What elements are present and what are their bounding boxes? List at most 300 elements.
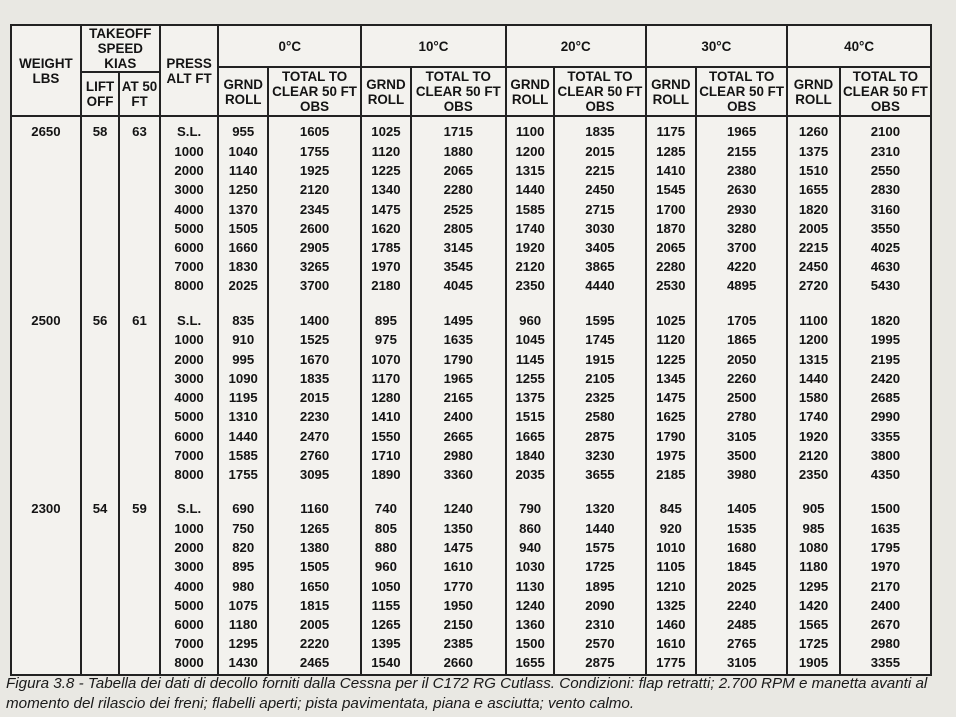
at-50ft-cell	[119, 578, 159, 597]
total-clear-cell: 2400	[840, 597, 931, 616]
gap-cell	[840, 485, 931, 494]
total-clear-cell: 2230	[268, 408, 361, 427]
weight-cell	[11, 635, 81, 654]
alt-cell: 7000	[160, 447, 219, 466]
grnd-roll-cell: 960	[506, 306, 555, 332]
lift-off-cell	[81, 220, 119, 239]
total-clear-cell: 2660	[411, 654, 506, 675]
total-clear-cell: 1525	[268, 331, 361, 350]
lift-off-cell	[81, 597, 119, 616]
grnd-roll-cell: 1655	[506, 654, 555, 675]
total-clear-cell: 3160	[840, 201, 931, 220]
total-clear-cell: 3405	[554, 239, 645, 258]
grnd-roll-cell: 1250	[218, 181, 268, 200]
grnd-roll-cell: 1700	[646, 201, 697, 220]
grnd-roll-cell: 1890	[361, 466, 411, 485]
total-clear-cell: 4220	[696, 258, 787, 277]
grnd-roll-cell: 690	[218, 494, 268, 520]
total-clear-cell: 2325	[554, 389, 645, 408]
gap-cell	[160, 485, 219, 494]
grnd-roll-cell: 1130	[506, 578, 555, 597]
lift-off-cell	[81, 258, 119, 277]
grnd-roll-cell: 1375	[787, 143, 840, 162]
table-row	[11, 578, 931, 597]
at-50ft-cell	[119, 466, 159, 485]
alt-cell: 6000	[160, 239, 219, 258]
lift-off-cell	[81, 408, 119, 427]
grnd-roll-cell: 1710	[361, 447, 411, 466]
lift-off-cell	[81, 520, 119, 539]
table-row	[11, 539, 931, 558]
total-clear-cell: 2805	[411, 220, 506, 239]
gap-cell	[646, 485, 697, 494]
grnd-roll-cell: 2530	[646, 277, 697, 296]
grnd-roll-cell: 2180	[361, 277, 411, 296]
total-clear-cell: 2715	[554, 201, 645, 220]
grnd-roll-cell: 1280	[361, 389, 411, 408]
weight-cell	[11, 389, 81, 408]
weight-cell	[11, 181, 81, 200]
total-clear-cell: 2065	[411, 162, 506, 181]
grnd-roll-cell: 1475	[361, 201, 411, 220]
gap-cell	[787, 297, 840, 306]
at-50ft-cell	[119, 181, 159, 200]
lift-off-header: LIFT OFF	[81, 72, 119, 116]
grnd-roll-cell: 1740	[506, 220, 555, 239]
at-50ft-cell	[119, 239, 159, 258]
grnd-roll-cell: 1120	[361, 143, 411, 162]
at-50ft-cell	[119, 162, 159, 181]
alt-cell: 8000	[160, 654, 219, 675]
grnd-roll-cell: 1325	[646, 597, 697, 616]
table-row	[11, 654, 931, 675]
grnd-roll-cell: 1340	[361, 181, 411, 200]
grnd-roll-cell: 895	[218, 558, 268, 577]
at-50ft-cell	[119, 220, 159, 239]
gap-cell	[81, 297, 119, 306]
grnd-roll-cell: 1440	[218, 428, 268, 447]
gap-cell	[361, 297, 411, 306]
total-clear-cell: 1575	[554, 539, 645, 558]
lift-off-cell	[81, 331, 119, 350]
grnd-roll-cell: 1155	[361, 597, 411, 616]
at-50ft-header: AT 50 FT	[119, 72, 159, 116]
figure-caption: Figura 3.8 - Tabella dei dati di decollo forniti dalla Cessna per il C172 RG Cutlass. Condizioni: flap retratti; 2.700 RPM e manetta avanti al momento del rilascio dei freni; flabelli aperti; pista pavimentata, piana e asciutta; vento calmo.	[6, 675, 928, 712]
table-row	[11, 220, 931, 239]
grnd-roll-cell: 1620	[361, 220, 411, 239]
total-clear-cell: 1895	[554, 578, 645, 597]
grnd-roll-cell: 1200	[787, 331, 840, 350]
total-clear-cell: 1725	[554, 558, 645, 577]
total-clear-cell: 2875	[554, 654, 645, 675]
weight-cell: 2650	[11, 116, 81, 143]
weight-cell	[11, 466, 81, 485]
grnd-roll-cell: 860	[506, 520, 555, 539]
total-clear-cell: 2470	[268, 428, 361, 447]
grnd-roll-cell: 1905	[787, 654, 840, 675]
weight-cell	[11, 143, 81, 162]
at-50ft-cell	[119, 389, 159, 408]
grnd-roll-cell: 2350	[787, 466, 840, 485]
table-row	[11, 597, 931, 616]
grnd-roll-cell: 1025	[361, 116, 411, 143]
alt-cell: 3000	[160, 181, 219, 200]
weight-cell	[11, 370, 81, 389]
grnd-roll-cell: 1505	[218, 220, 268, 239]
total-clear-cell: 3700	[696, 239, 787, 258]
alt-cell: S.L.	[160, 494, 219, 520]
total-clear-cell: 2500	[696, 389, 787, 408]
grnd-roll-cell: 1510	[787, 162, 840, 181]
total-clear-cell: 2120	[268, 181, 361, 200]
grnd-roll-cell: 1070	[361, 351, 411, 370]
grnd-roll-cell: 1210	[646, 578, 697, 597]
lift-off-cell	[81, 389, 119, 408]
gap-cell	[361, 485, 411, 494]
total-clear-cell: 2150	[411, 616, 506, 635]
grnd-roll-cell: 1140	[218, 162, 268, 181]
total-clear-cell: 1535	[696, 520, 787, 539]
total-clear-cell: 1380	[268, 539, 361, 558]
lift-off-cell	[81, 143, 119, 162]
at-50ft-cell	[119, 201, 159, 220]
total-clear-cell: 1795	[840, 539, 931, 558]
grnd-roll-cell: 895	[361, 306, 411, 332]
alt-cell: 1000	[160, 520, 219, 539]
lift-off-cell	[81, 277, 119, 296]
at-50ft-cell	[119, 258, 159, 277]
gap-cell	[646, 297, 697, 306]
table-row	[11, 181, 931, 200]
total-clear-cell: 2260	[696, 370, 787, 389]
total-clear-cell: 1160	[268, 494, 361, 520]
grnd-roll-cell: 1315	[787, 351, 840, 370]
weight-cell	[11, 239, 81, 258]
gap-cell	[554, 485, 645, 494]
alt-cell: 4000	[160, 578, 219, 597]
grnd-roll-cell: 960	[361, 558, 411, 577]
at-50ft-cell	[119, 447, 159, 466]
table-row	[11, 635, 931, 654]
at-50ft-cell	[119, 597, 159, 616]
total-clear-cell: 2760	[268, 447, 361, 466]
grnd-roll-cell: 1395	[361, 635, 411, 654]
grnd-roll-cell: 1180	[218, 616, 268, 635]
total-clear-cell: 4630	[840, 258, 931, 277]
grnd-roll-cell: 1295	[218, 635, 268, 654]
grnd-roll-cell: 1840	[506, 447, 555, 466]
table-row	[11, 239, 931, 258]
at-50ft-cell	[119, 428, 159, 447]
table-row	[11, 277, 931, 296]
temp-header-30: 30°C	[646, 25, 788, 67]
total-clear-cell: 2930	[696, 201, 787, 220]
total-clear-cell: 2400	[411, 408, 506, 427]
grnd-roll-cell: 1460	[646, 616, 697, 635]
gap-cell	[11, 297, 81, 306]
total-clear-cell: 2015	[268, 389, 361, 408]
total-clear-cell: 1995	[840, 331, 931, 350]
total-clear-cell: 3230	[554, 447, 645, 466]
total-clear-cell: 2780	[696, 408, 787, 427]
total-clear-cell: 1400	[268, 306, 361, 332]
total-clear-cell: 1505	[268, 558, 361, 577]
lift-off-cell	[81, 558, 119, 577]
grnd-roll-cell: 1090	[218, 370, 268, 389]
lift-off-cell	[81, 635, 119, 654]
grnd-roll-cell: 1440	[506, 181, 555, 200]
total-clear-cell: 2310	[554, 616, 645, 635]
weight-cell	[11, 220, 81, 239]
lift-off-cell: 56	[81, 306, 119, 332]
weight-cell	[11, 597, 81, 616]
total-clear-cell: 2830	[840, 181, 931, 200]
table-body	[11, 116, 931, 675]
at-50ft-cell	[119, 351, 159, 370]
grnd-roll-cell: 1010	[646, 539, 697, 558]
total-clear-cell: 4895	[696, 277, 787, 296]
weight-cell	[11, 654, 81, 675]
table-row	[11, 447, 931, 466]
gap-cell	[696, 485, 787, 494]
alt-cell: 3000	[160, 370, 219, 389]
total-clear-cell: 4025	[840, 239, 931, 258]
total-clear-cell: 1475	[411, 539, 506, 558]
grnd-roll-cell: 790	[506, 494, 555, 520]
weight-cell	[11, 351, 81, 370]
total-clear-header: TOTAL TO CLEAR 50 FT OBS	[840, 67, 931, 116]
table-row	[11, 351, 931, 370]
total-clear-cell: 1670	[268, 351, 361, 370]
total-clear-cell: 1610	[411, 558, 506, 577]
table-row	[11, 306, 931, 332]
grnd-roll-cell: 920	[646, 520, 697, 539]
press-alt-header: PRESS ALT FT	[160, 25, 219, 116]
grnd-roll-cell: 1040	[218, 143, 268, 162]
grnd-roll-cell: 1410	[361, 408, 411, 427]
weight-cell	[11, 162, 81, 181]
weight-cell	[11, 616, 81, 635]
weight-cell	[11, 539, 81, 558]
gap-cell	[218, 297, 268, 306]
total-clear-cell: 2875	[554, 428, 645, 447]
block-gap	[11, 297, 931, 306]
grnd-roll-cell: 1430	[218, 654, 268, 675]
temp-header-10: 10°C	[361, 25, 506, 67]
alt-cell: S.L.	[160, 116, 219, 143]
table-row	[11, 143, 931, 162]
grnd-roll-cell: 1050	[361, 578, 411, 597]
gap-cell	[81, 485, 119, 494]
grnd-roll-cell: 1775	[646, 654, 697, 675]
lift-off-cell	[81, 201, 119, 220]
total-clear-cell: 2450	[554, 181, 645, 200]
alt-cell: 1000	[160, 143, 219, 162]
at-50ft-cell	[119, 331, 159, 350]
total-clear-header: TOTAL TO CLEAR 50 FT OBS	[411, 67, 506, 116]
grnd-roll-header: GRND ROLL	[218, 67, 268, 116]
total-clear-cell: 1925	[268, 162, 361, 181]
alt-cell: S.L.	[160, 306, 219, 332]
lift-off-cell	[81, 447, 119, 466]
grnd-roll-cell: 1870	[646, 220, 697, 239]
weight-cell	[11, 558, 81, 577]
lift-off-cell: 54	[81, 494, 119, 520]
total-clear-cell: 3145	[411, 239, 506, 258]
grnd-roll-cell: 1585	[506, 201, 555, 220]
total-clear-cell: 3655	[554, 466, 645, 485]
grnd-roll-cell: 1550	[361, 428, 411, 447]
grnd-roll-cell: 1660	[218, 239, 268, 258]
alt-cell: 2000	[160, 162, 219, 181]
total-clear-cell: 1835	[554, 116, 645, 143]
alt-cell: 8000	[160, 466, 219, 485]
gap-cell	[696, 297, 787, 306]
table-row	[11, 558, 931, 577]
lift-off-cell	[81, 539, 119, 558]
at-50ft-cell	[119, 616, 159, 635]
table-row	[11, 466, 931, 485]
total-clear-cell: 2105	[554, 370, 645, 389]
grnd-roll-cell: 1045	[506, 331, 555, 350]
at-50ft-cell	[119, 143, 159, 162]
grnd-roll-cell: 1920	[787, 428, 840, 447]
total-clear-cell: 2310	[840, 143, 931, 162]
grnd-roll-cell: 1030	[506, 558, 555, 577]
gap-cell	[160, 297, 219, 306]
grnd-roll-cell: 835	[218, 306, 268, 332]
grnd-roll-cell: 880	[361, 539, 411, 558]
at-50ft-cell	[119, 520, 159, 539]
table-row	[11, 389, 931, 408]
total-clear-cell: 1440	[554, 520, 645, 539]
alt-cell: 8000	[160, 277, 219, 296]
total-clear-cell: 1705	[696, 306, 787, 332]
gap-cell	[506, 297, 555, 306]
lift-off-cell	[81, 351, 119, 370]
total-clear-cell: 2600	[268, 220, 361, 239]
gap-cell	[506, 485, 555, 494]
total-clear-cell: 2685	[840, 389, 931, 408]
at-50ft-cell: 63	[119, 116, 159, 143]
grnd-roll-cell: 1025	[646, 306, 697, 332]
table-row	[11, 408, 931, 427]
lift-off-cell: 58	[81, 116, 119, 143]
grnd-roll-cell: 1585	[218, 447, 268, 466]
grnd-roll-cell: 980	[218, 578, 268, 597]
grnd-roll-cell: 1725	[787, 635, 840, 654]
gap-cell	[411, 297, 506, 306]
table-row	[11, 428, 931, 447]
grnd-roll-cell: 1180	[787, 558, 840, 577]
grnd-roll-cell: 2120	[506, 258, 555, 277]
grnd-roll-cell: 1420	[787, 597, 840, 616]
total-clear-cell: 1965	[411, 370, 506, 389]
temp-header-0: 0°C	[218, 25, 361, 67]
grnd-roll-cell: 1580	[787, 389, 840, 408]
grnd-roll-cell: 1970	[361, 258, 411, 277]
total-clear-header: TOTAL TO CLEAR 50 FT OBS	[696, 67, 787, 116]
grnd-roll-cell: 1100	[506, 116, 555, 143]
grnd-roll-cell: 1370	[218, 201, 268, 220]
grnd-roll-cell: 2065	[646, 239, 697, 258]
alt-cell: 4000	[160, 201, 219, 220]
weight-cell	[11, 578, 81, 597]
total-clear-cell: 2240	[696, 597, 787, 616]
total-clear-cell: 3265	[268, 258, 361, 277]
grnd-roll-cell: 2450	[787, 258, 840, 277]
alt-cell: 5000	[160, 220, 219, 239]
grnd-roll-cell: 1440	[787, 370, 840, 389]
table-row	[11, 370, 931, 389]
total-clear-cell: 1865	[696, 331, 787, 350]
total-clear-cell: 2280	[411, 181, 506, 200]
total-clear-cell: 1965	[696, 116, 787, 143]
alt-cell: 4000	[160, 389, 219, 408]
lift-off-cell	[81, 578, 119, 597]
grnd-roll-cell: 1830	[218, 258, 268, 277]
grnd-roll-cell: 1360	[506, 616, 555, 635]
total-clear-cell: 2580	[554, 408, 645, 427]
lift-off-cell	[81, 370, 119, 389]
total-clear-cell: 2465	[268, 654, 361, 675]
grnd-roll-cell: 1080	[787, 539, 840, 558]
total-clear-cell: 1635	[840, 520, 931, 539]
total-clear-cell: 2005	[268, 616, 361, 635]
alt-cell: 7000	[160, 635, 219, 654]
temp-header-40: 40°C	[787, 25, 931, 67]
lift-off-cell	[81, 616, 119, 635]
grnd-roll-cell: 2215	[787, 239, 840, 258]
grnd-roll-cell: 1790	[646, 428, 697, 447]
takeoff-speed-header: TAKEOFF SPEED KIAS	[81, 25, 160, 72]
grnd-roll-cell: 2185	[646, 466, 697, 485]
grnd-roll-cell: 1225	[361, 162, 411, 181]
weight-cell	[11, 258, 81, 277]
grnd-roll-cell: 1225	[646, 351, 697, 370]
lift-off-cell	[81, 162, 119, 181]
grnd-roll-cell: 2025	[218, 277, 268, 296]
grnd-roll-cell: 1170	[361, 370, 411, 389]
total-clear-cell: 1650	[268, 578, 361, 597]
total-clear-cell: 3800	[840, 447, 931, 466]
lift-off-cell	[81, 428, 119, 447]
lift-off-cell	[81, 654, 119, 675]
total-clear-cell: 1715	[411, 116, 506, 143]
grnd-roll-cell: 1665	[506, 428, 555, 447]
total-clear-cell: 2100	[840, 116, 931, 143]
grnd-roll-cell: 1315	[506, 162, 555, 181]
grnd-roll-cell: 905	[787, 494, 840, 520]
total-clear-cell: 3280	[696, 220, 787, 239]
total-clear-cell: 1350	[411, 520, 506, 539]
total-clear-cell: 2550	[840, 162, 931, 181]
grnd-roll-cell: 2350	[506, 277, 555, 296]
grnd-roll-cell: 845	[646, 494, 697, 520]
temp-header-20: 20°C	[506, 25, 646, 67]
total-clear-cell: 3545	[411, 258, 506, 277]
grnd-roll-cell: 955	[218, 116, 268, 143]
total-clear-cell: 2665	[411, 428, 506, 447]
grnd-roll-cell: 910	[218, 331, 268, 350]
grnd-roll-cell: 1310	[218, 408, 268, 427]
grnd-roll-cell: 940	[506, 539, 555, 558]
total-clear-cell: 3095	[268, 466, 361, 485]
total-clear-cell: 2670	[840, 616, 931, 635]
total-clear-cell: 1605	[268, 116, 361, 143]
alt-cell: 2000	[160, 351, 219, 370]
total-clear-cell: 2980	[840, 635, 931, 654]
